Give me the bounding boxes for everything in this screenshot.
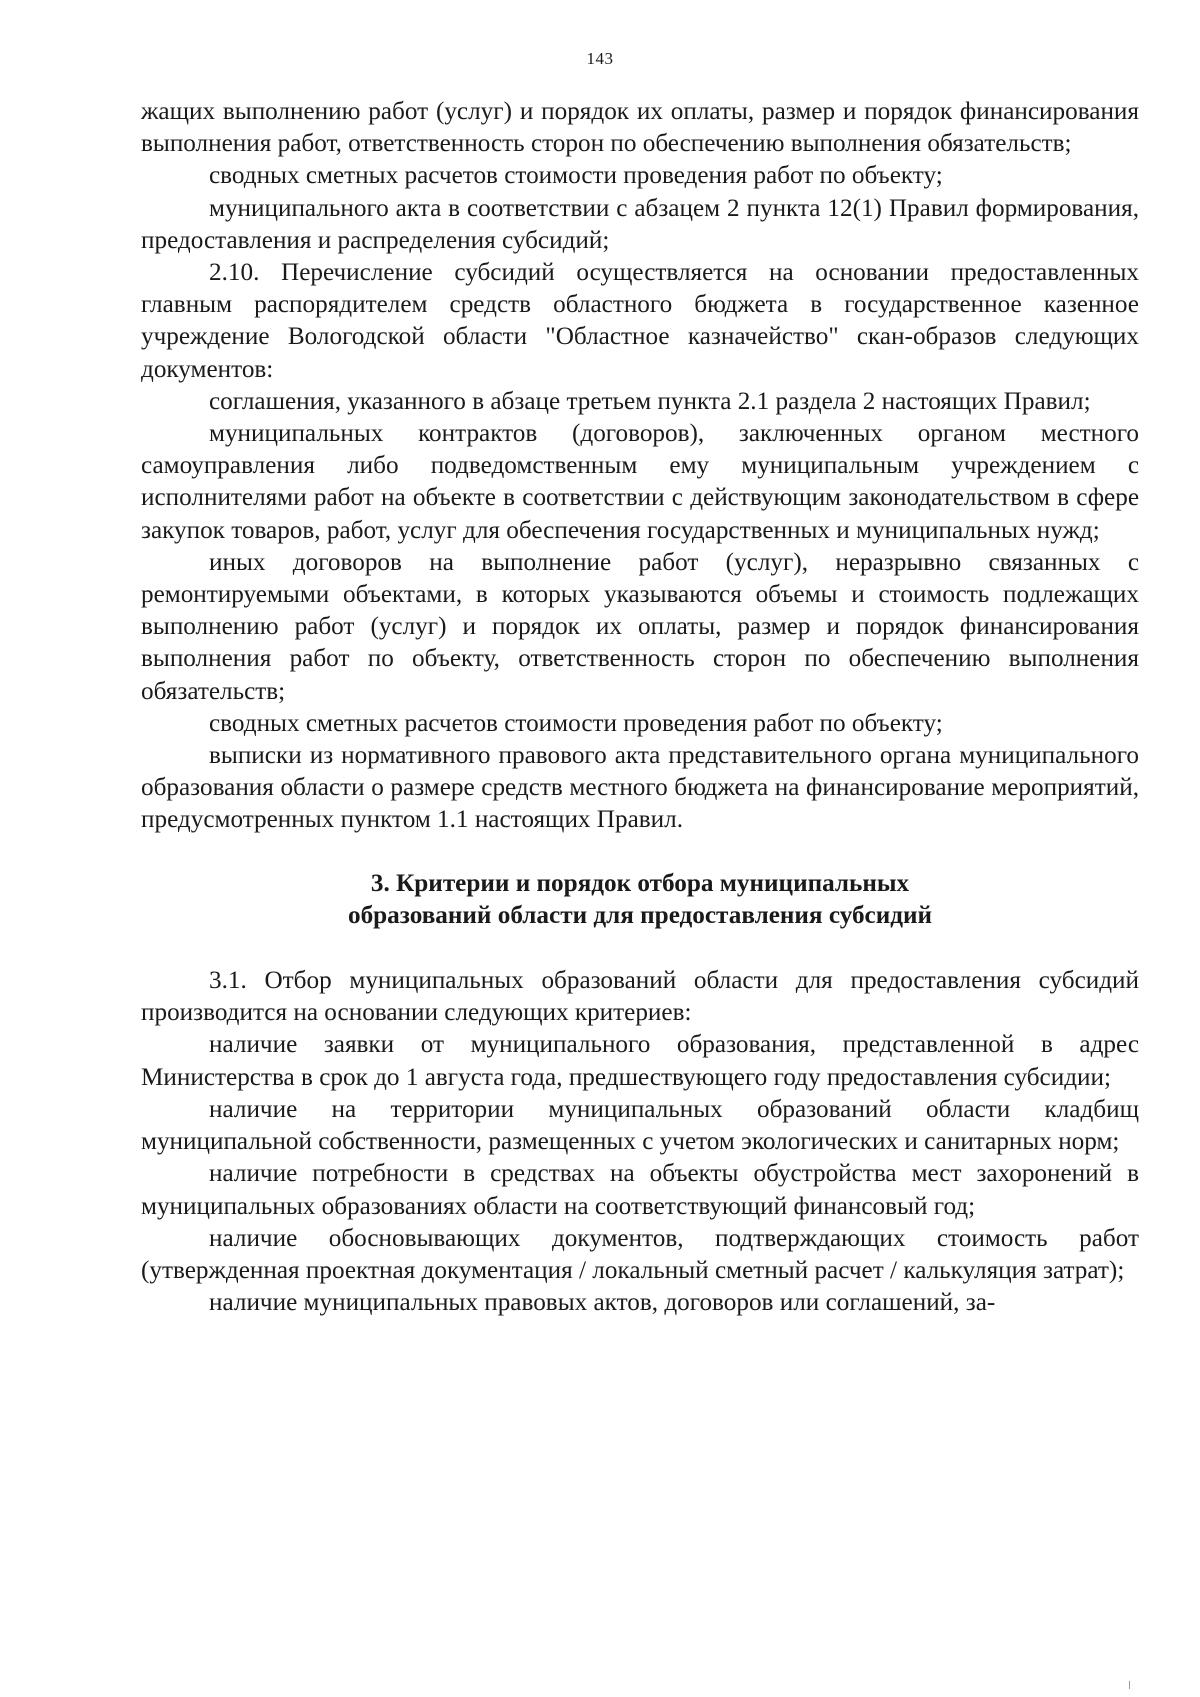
criterion-item: наличие потребности в средствах на объекты обустройства мест захоронений в муниципальных образованиях области на соответствующий финансовый год; <box>141 1160 1139 1220</box>
paragraph-2-10: 2.10. Перечисление субсидий осуществляется на основании предоставленных главным распорядителем средств областного бюджета в государственное казенное учреждение Вологодской области "Областное казначейство" скан-образов следующих документов: <box>141 259 1139 383</box>
paragraph: выписки из нормативного правового акта представительного органа муниципального образования области о размере средств местного бюджета на финансирование мероприятий, предусмотренных пунктом 1.1 настоящих Правил. <box>141 742 1139 834</box>
criterion-item: наличие муниципальных правовых актов, договоров или соглашений, за- <box>209 1289 996 1317</box>
page-number: 143 <box>586 49 614 68</box>
document-body <box>141 96 1139 1319</box>
paragraph-3-1: 3.1. Отбор муниципальных образований области для предоставления субсидий производится на основании следующих критериев: <box>141 967 1139 1027</box>
paragraph-continuation: жащих выполнению работ (услуг) и порядок их оплаты, размер и порядок финансирования выполнения работ, ответственность сторон по обеспечению выполнения обязательств; <box>141 98 1139 158</box>
paragraph: иных договоров на выполнение работ (услуг), неразрывно связанных с ремонтируемыми объектами, в которых указываются объемы и стоимость подлежащих выполнению работ (услуг) и порядок их оплаты, размер и порядок финансирования выполнения работ по объекту, ответственность сторон по обеспечению выполнения обязательств; <box>141 548 1139 705</box>
criterion-item: наличие на территории муниципальных образований области кладбищ муниципальной собственности, размещенных с учетом экологических и санитарных норм; <box>141 1095 1139 1156</box>
paragraph: сводных сметных расчетов стоимости проведения работ по объекту; <box>209 709 943 737</box>
paragraph: сводных сметных расчетов стоимости проведения работ по объекту; <box>209 162 943 190</box>
paragraph: муниципального акта в соответствии с абзацем 2 пункта 12(1) Правил формирования, предоставления и распределения субсидий; <box>141 194 1139 254</box>
paragraph: соглашения, указанного в абзаце третьем пункта 2.1 раздела 2 настоящих Правил; <box>209 387 1091 415</box>
criterion-item: наличие обосновывающих документов, подтверждающих стоимость работ (утвержденная проектная документация / локальный сметный расчет / калькуляция затрат); <box>141 1224 1139 1284</box>
section-heading-line: 3. Критерии и порядок отбора муниципальных <box>370 869 910 897</box>
section-heading-line: образований области для предоставления субсидий <box>347 901 933 929</box>
criterion-item: наличие заявки от муниципального образования, представленной в адрес Министерства в срок до 1 августа года, предшествующего году предоставления субсидии; <box>141 1031 1139 1091</box>
section-heading <box>141 868 1139 932</box>
scan-artifact <box>1129 1681 1170 1689</box>
paragraph: муниципальных контрактов (договоров), заключенных органом местного самоуправления либо подведомственным ему муниципальным учреждением с исполнителями работ на объекте в соответствии с действующим законодательством в сфере закупок товаров, работ, услуг для обеспечения государственных и муниципальных нужд; <box>141 420 1139 544</box>
